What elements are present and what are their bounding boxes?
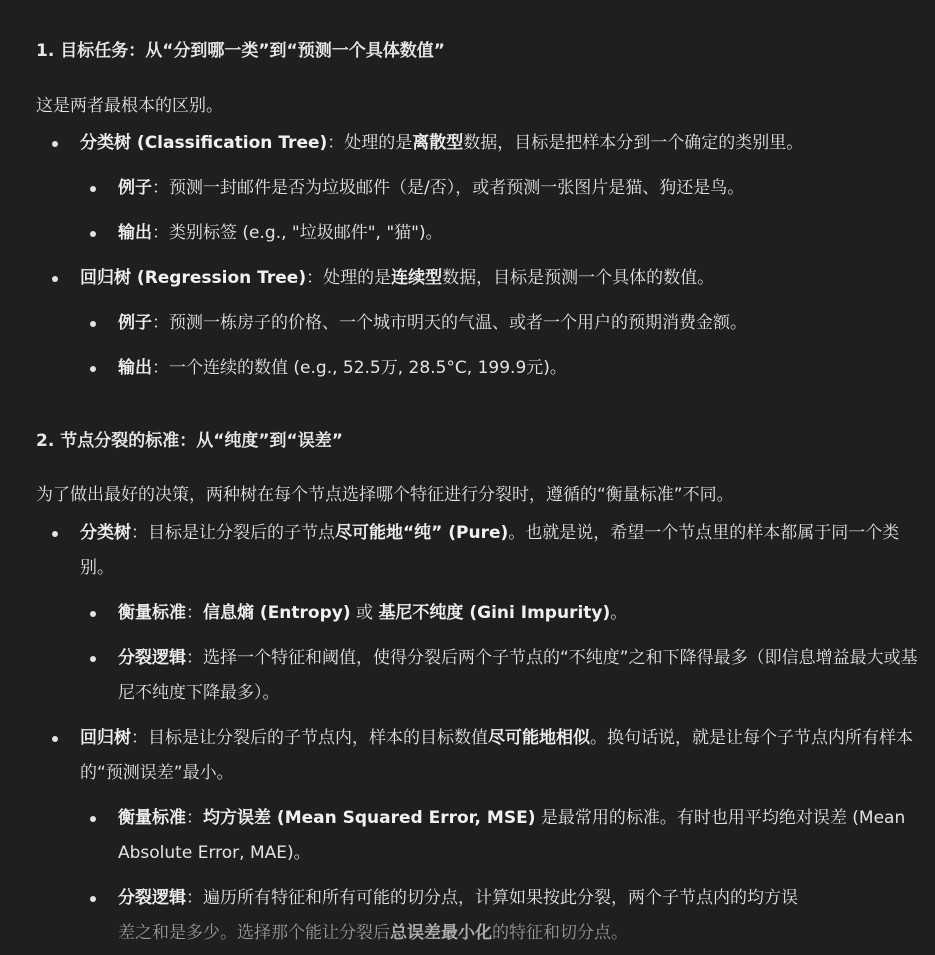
- list-item-classification-tree: 分类树 (Classification Tree)：处理的是离散型数据，目标是把样本分到一个确定的类别里。: [80, 126, 920, 161]
- bullet-icon: [52, 141, 58, 147]
- bullet-icon: [90, 611, 96, 617]
- bullet-icon: [90, 896, 96, 902]
- list-item-classification-output: 输出：类别标签 (e.g., "垃圾邮件", "猫")。: [118, 216, 918, 251]
- faded-text: 差之和是多少。选择那个能让分裂后总误差最小化的特征和切分点。: [118, 923, 628, 943]
- bullet-icon: [90, 231, 96, 237]
- list-item-regression-metric: 衡量标准：均方误差 (Mean Squared Error, MSE) 是最常用的标准。有时也用平均绝对误差 (Mean Absolute Error, MAE)。: [118, 801, 918, 871]
- list-item-classification-metric: 衡量标准：信息熵 (Entropy) 或 基尼不纯度 (Gini Impurity)。: [118, 596, 918, 631]
- bullet-icon: [52, 531, 58, 537]
- section1-intro: 这是两者最根本的区别。: [36, 96, 223, 116]
- list-item-classification-criterion: 分类树：目标是让分裂后的子节点尽可能地“纯” (Pure)。也就是说，希望一个节点里的样本都属于同一个类别。: [80, 516, 920, 586]
- section2-intro: 为了做出最好的决策，两种树在每个节点选择哪个特征进行分裂时，遵循的“衡量标准”不同。: [36, 485, 734, 505]
- bullet-icon: [90, 816, 96, 822]
- list-item-regression-output: 输出：一个连续的数值 (e.g., 52.5万, 28.5°C, 199.9元)。: [118, 351, 918, 386]
- bullet-icon: [90, 186, 96, 192]
- list-item-regression-tree: 回归树 (Regression Tree)：处理的是连续型数据，目标是预测一个具体的数值。: [80, 261, 920, 296]
- list-item-regression-criterion: 回归树：目标是让分裂后的子节点内，样本的目标数值尽可能地相似。换句话说，就是让每个子节点内所有样本的“预测误差”最小。: [80, 721, 920, 791]
- bullet-icon: [52, 276, 58, 282]
- list-item-regression-split: 分裂逻辑：遍历所有特征和所有可能的切分点，计算如果按此分裂，两个子节点内的均方误 差之和是多少。选择那个能让分裂后总误差最小化的特征和切分点。: [118, 881, 918, 951]
- bullet-icon: [90, 366, 96, 372]
- bullet-icon: [90, 321, 96, 327]
- bullet-icon: [90, 656, 96, 662]
- list-item-classification-example: 例子：预测一封邮件是否为垃圾邮件（是/否），或者预测一张图片是猫、狗还是鸟。: [118, 171, 918, 206]
- section2-heading: 2. 节点分裂的标准：从“纯度”到“误差”: [36, 431, 343, 451]
- section1-heading: 1. 目标任务：从“分到哪一类”到“预测一个具体数值”: [36, 41, 445, 61]
- list-item-regression-example: 例子：预测一栋房子的价格、一个城市明天的气温、或者一个用户的预期消费金额。: [118, 306, 918, 341]
- list-item-classification-split: 分裂逻辑：选择一个特征和阈值，使得分裂后两个子节点的“不纯度”之和下降得最多（即信息增益最大或基尼不纯度下降最多）。: [118, 641, 918, 711]
- bullet-icon: [52, 736, 58, 742]
